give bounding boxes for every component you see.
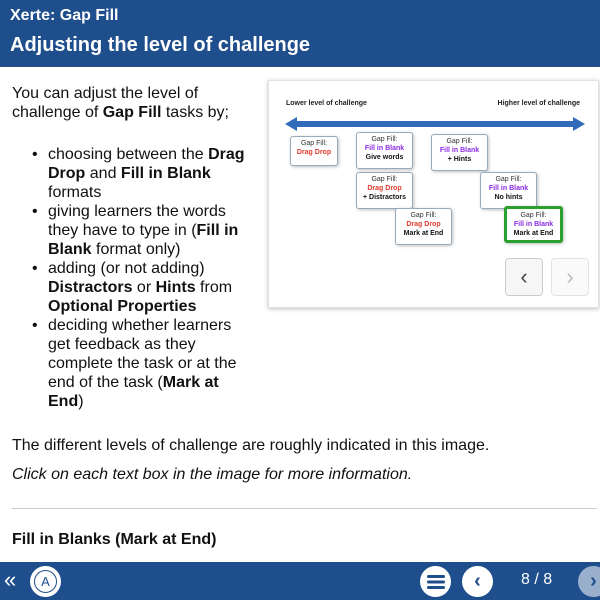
divider [12, 508, 597, 509]
list-item: • adding (or not adding) Distractors or Hints from Optional Properties [48, 259, 253, 316]
gap-fill-box[interactable]: Gap Fill: Fill in Blank No hints [480, 172, 537, 209]
axis-label-higher: Higher level of challenge [497, 100, 580, 107]
gap-fill-box-selected[interactable]: Gap Fill: Fill in Blank Mark at End [504, 206, 563, 243]
page-indicator: 8 / 8 [521, 571, 553, 588]
instruction-text: Click on each text box in the image for more information. [12, 466, 413, 483]
gap-fill-box[interactable]: Gap Fill: Drag Drop [290, 136, 338, 166]
double-chevron-left-icon[interactable]: « [4, 567, 17, 592]
accessibility-button[interactable] [30, 566, 61, 597]
gap-fill-box[interactable]: Gap Fill: Fill in Blank + Hints [431, 134, 488, 171]
chevron-left-icon: ‹ [520, 264, 528, 289]
challenge-level-figure [268, 80, 599, 308]
app-title: Xerte: Gap Fill [10, 7, 119, 24]
hamburger-icon [427, 575, 445, 589]
list-item: • choosing between the Drag Drop and Fill in Blank formats [48, 145, 253, 202]
page-title: Adjusting the level of challenge [10, 34, 311, 56]
gap-fill-box[interactable]: Gap Fill: Drag Drop Mark at End [395, 208, 452, 245]
previous-page-button[interactable] [462, 566, 493, 597]
footer-bar [0, 562, 600, 600]
gap-fill-box[interactable]: Gap Fill: Drag Drop + Distractors [356, 172, 413, 209]
section-heading: Fill in Blanks (Mark at End) [12, 531, 217, 548]
list-item: • giving learners the words they have to type in (Fill in Blank format only) [48, 202, 253, 259]
list-item: • deciding whether learners get feedback as they complete the task or at the end of the task (Mark at End) [48, 316, 253, 411]
double-arrow-icon [285, 117, 585, 131]
chevron-right-icon: › [566, 264, 574, 289]
axis-label-lower: Lower level of challenge [286, 100, 367, 107]
next-page-button[interactable] [578, 566, 600, 597]
chevron-right-icon: › [590, 570, 597, 592]
description-text: The different levels of challenge are roughly indicated in this image. [12, 437, 490, 454]
chevron-left-icon: ‹ [474, 570, 481, 592]
figure-prev-button[interactable] [505, 258, 543, 296]
accessibility-icon: A [34, 570, 57, 593]
menu-button[interactable] [420, 566, 451, 597]
gap-fill-box[interactable]: Gap Fill: Fill in Blank Give words [356, 132, 413, 169]
challenge-options-list [48, 145, 253, 411]
header-bar [0, 0, 600, 67]
figure-next-button[interactable] [551, 258, 589, 296]
intro-text: You can adjust the level of challenge of Gap Fill tasks by; [12, 85, 229, 121]
